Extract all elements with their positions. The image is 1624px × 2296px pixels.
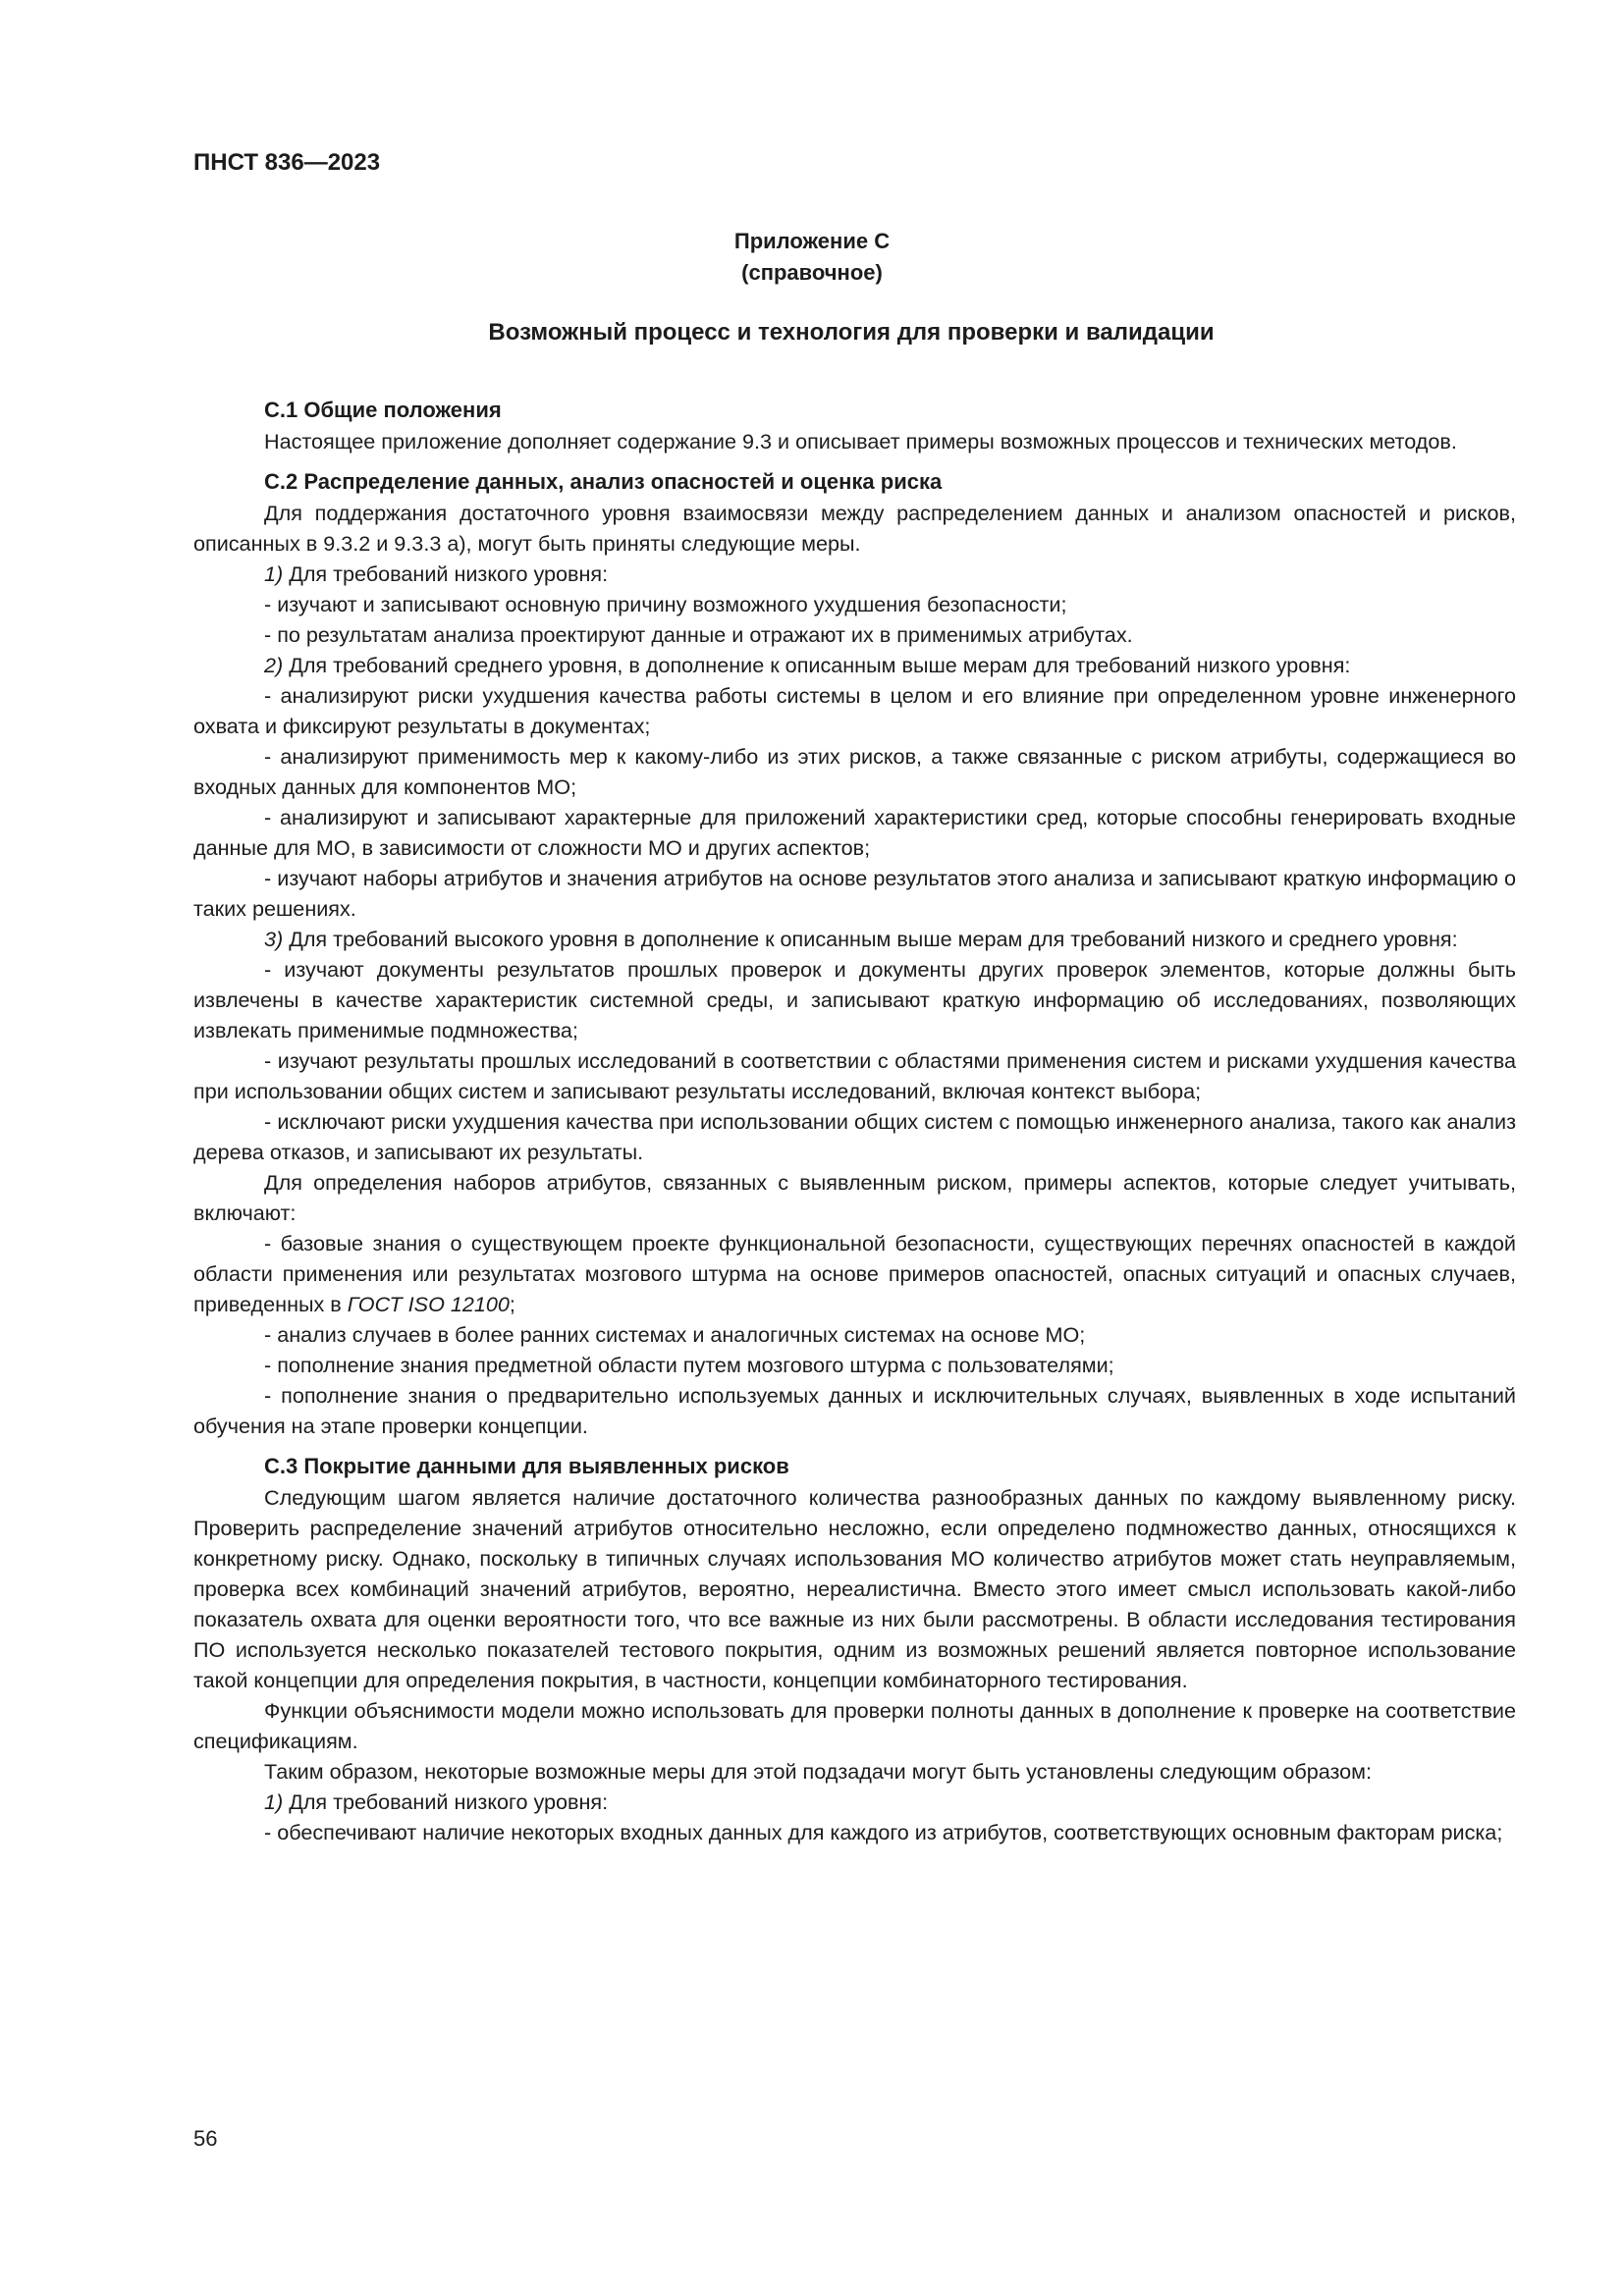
paragraph: Настоящее приложение дополняет содержание 9.3 и описывает примеры возможных процессов и технических методов. <box>264 429 1457 454</box>
level-text: Для требований высокого уровня в дополнение к описанным выше мерам для требований низкого и среднего уровня: <box>283 927 1458 951</box>
section-heading-c1: С.1 Общие положения <box>264 398 502 422</box>
section-heading-c2: С.2 Распределение данных, анализ опасностей и оценка риска <box>264 469 943 494</box>
paragraph: Для определения наборов атрибутов, связанных с выявленным риском, примеры аспектов, которые следует учитывать, включают: <box>193 1170 1516 1225</box>
appendix-label: Приложение С <box>733 229 891 253</box>
level-text: Для требований низкого уровня: <box>283 561 609 586</box>
level-label-high <box>193 924 1516 954</box>
list-item: - изучают документы результатов прошлых проверок и документы других проверок элементов, которые должны быть извлечены в качестве характеристик системной среды, и записывают краткую информацию об исследованиях, позволяющих извлекать применимые подмножества; <box>193 957 1516 1042</box>
list-item: - анализ случаев в более ранних системах и аналогичных системах на основе МО; <box>264 1322 1086 1347</box>
standard-reference: ГОСТ ISO 12100 <box>347 1292 510 1316</box>
list-item: - по результатам анализа проектируют данные и отражают их в применимых атрибутах. <box>264 622 1133 647</box>
level-number: 2) <box>264 653 284 677</box>
level-number: 1) <box>264 561 284 586</box>
paragraph: Функции объяснимости модели можно использовать для проверки полноты данных в дополнение к проверке на соответствие спецификациям. <box>193 1698 1516 1753</box>
list-item: - пополнение знания о предварительно используемых данных и исключительных случаях, выявленных в ходе испытаний обучения на этапе проверки концепции. <box>193 1383 1516 1438</box>
list-item: - изучают наборы атрибутов и значения атрибутов на основе результатов этого анализа и записывают краткую информацию о таких решениях. <box>193 866 1516 921</box>
level-text: Для требований низкого уровня: <box>283 1789 609 1814</box>
list-item-text: - базовые знания о существующем проекте функциональной безопасности, существующих перечнях опасностей в каждой области применения или результатах мозгового штурма на основе примеров опасностей, опасных ситуаций и опасных случаев, приведенных в <box>193 1231 1516 1316</box>
level-label-low <box>193 559 1516 589</box>
level-label-mid <box>193 650 1516 680</box>
paragraph: Таким образом, некоторые возможные меры для этой подзадачи могут быть установлены следующим образом: <box>264 1759 1373 1784</box>
section-heading-c3: С.3 Покрытие данными для выявленных рисков <box>264 1454 789 1478</box>
list-item: - исключают риски ухудшения качества при использовании общих систем с помощью инженерного анализа, такого как анализ дерева отказов, и записывают их результаты. <box>193 1109 1516 1164</box>
document-id: ПНСТ 836—2023 <box>193 149 381 176</box>
appendix-type: (справочное) <box>741 260 883 285</box>
list-item: - пополнение знания предметной области путем мозгового штурма с пользователями; <box>264 1353 1114 1377</box>
level-number: 1) <box>264 1789 284 1814</box>
list-item: - обеспечивают наличие некоторых входных данных для каждого из атрибутов, соответствующих основным факторам риска; <box>264 1820 1503 1844</box>
level-number: 3) <box>264 927 284 951</box>
paragraph: Следующим шагом является наличие достаточного количества разнообразных данных по каждому выявленному риску. Проверить распределение значений атрибутов относительно несложно, если определено подмножество данных, относящихся к конкретному риску. Однако, поскольку в типичных случаях использования МО количество атрибутов может стать неуправляемым, проверка всех комбинаций значений атрибутов, вероятно, нереалистична. Вместо этого имеет смысл использовать какой-либо показатель охвата для оценки вероятности того, что все важные из них были рассмотрены. В области исследования тестирования ПО используется несколько показателей тестового покрытия, одним из возможных решений является повторное использование такой концепции для определения покрытия, в частности, концепции комбинаторного тестирования. <box>193 1485 1516 1692</box>
list-item <box>193 1228 1516 1319</box>
list-item: - анализируют применимость мер к какому-либо из этих рисков, а также связанные с риском атрибуты, содержащиеся во входных данных для компонентов МО; <box>193 744 1516 799</box>
document-body <box>193 395 1516 1847</box>
level-label-low <box>193 1787 1516 1817</box>
list-item: - изучают результаты прошлых исследований в соответствии с областями применения систем и рисками ухудшения качества при использовании общих систем и записывают результаты исследований, включая контекст выбора; <box>193 1048 1516 1103</box>
list-item-text: ; <box>509 1292 515 1316</box>
appendix-header <box>0 226 1624 289</box>
list-item: - анализируют и записывают характерные для приложений характеристики сред, которые способны генерировать входные данные для МО, в зависимости от сложности МО и других аспектов; <box>193 805 1516 860</box>
paragraph: Для поддержания достаточного уровня взаимосвязи между распределением данных и анализом опасностей и рисков, описанных в 9.3.2 и 9.3.3 а), могут быть приняты следующие меры. <box>193 501 1516 556</box>
appendix-title: Возможный процесс и технология для проверки и валидации <box>488 319 1215 346</box>
list-item: - анализируют риски ухудшения качества работы системы в целом и его влияние при определенном уровне инженерного охвата и фиксируют результаты в документах; <box>193 683 1516 738</box>
page-number: 56 <box>193 2126 218 2151</box>
level-text: Для требований среднего уровня, в дополнение к описанным выше мерам для требований низкого уровня: <box>283 653 1351 677</box>
list-item: - изучают и записывают основную причину возможного ухудшения безопасности; <box>264 592 1067 616</box>
